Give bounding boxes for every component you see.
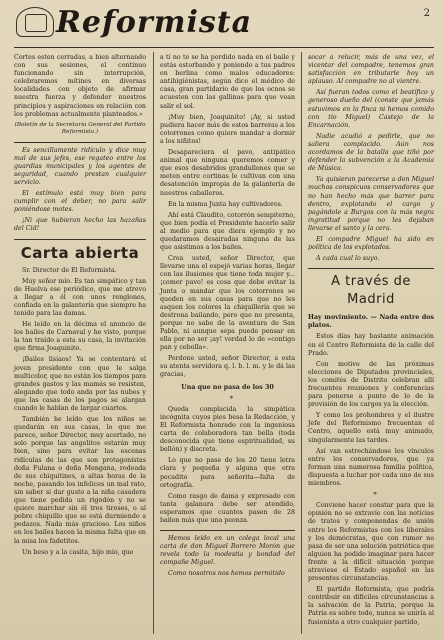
column-3: [308, 54, 434, 630]
paragraph: Conviene hacer constar para que la opinión no se extravíe con las noticias de tratos y componendas de unión entre los Reformistas con los liberales y los demócratas, que con rumor no pasa de ser una solución patriótica que alguien ha podido imaginar para hacer frente a la difícil situación porque atraviese el Estado español en las presentes circunstancias.: [308, 502, 434, 583]
paragraph: Un beso y a la casita, hijo mío, que: [22, 548, 134, 556]
paragraph: Ahí está Claudito, cotorrón sempiterno, que bien podía el Presidente hacerlo salir al medio para que diera ejemplo y no quedaramos desairadas ninguna de las que asistimos a los bailes.: [160, 211, 295, 252]
paragraph: He leído en la décima el anuncio de los bailes de Carnaval y he visto, porque la tan traído a esta su casa, la invitación que firma Joaquinito.: [14, 321, 146, 353]
paragraph: Hemos leído en un colega local una carta de don Miguel Borrero Morón que revela todo la modestia y bondad del compañe Miguel.: [160, 535, 295, 567]
column-2: [160, 54, 295, 582]
paragraph: ¡Muy bien, Joaquinito! ¡Ay, si usted pudiera hacer más de estos barreras a los cotorrones como quiere mandar a dormir a los niñitos!: [160, 113, 295, 145]
column-divider: [301, 52, 302, 634]
page-number: 2: [423, 8, 430, 19]
paragraph: Así van estrechándose los vínculos entre los conservadores, que ya forman una numerosa familia política, dispuesta a luchar por cada uno de sus miembros.: [308, 447, 434, 488]
paragraph: Como rasgo de dama y expresado con tanta galanura debe ser atendido, esperamos que cuantos pasen de 28 bailen más que una peonza.: [160, 492, 295, 524]
paragraph: Cortes esten cerradas, a bien alternando con sus sesiones, el contínuo funcionando sin interrupción, celebraremos mítines en diversas localidades con objeto de afirmar nuestra fuerza y defender nuestros principios y aspiraciones en relación con los problemas actualmente planteados.»: [14, 54, 146, 118]
divider: [160, 530, 295, 531]
paragraph: También he leído que los niños se quedarán en sus casas, lo que me parece, señor Director, muy acertado, no solo porque las angelitos estarán muy bien, sino para evitar las escenas ridículas de las que son protagonistas doña Fulana o doña Mengana, rodeada de sus chiquitines, a altas horas de la noche, pasando los infelices un mal rato, sin saber si dar gusto a la niña casadera que tiene pedida un rigodón y no se quiere marchar sin él tres tiroses, o al pobre chiquillo que se está durmiendo a pedazos. Nada más gracioso. Los niños en los bailes hacen la misma falta que en la misa los fadetitos.: [14, 416, 146, 545]
paragraph: ¡Bailes lisiaos! Ya se contentará el joven presidente con que le salga multicolor, que no están los tiempos para grandes gastos y las mamás se resisten, alegando que todo anda por las nubes y que las casas de los pagos se alargan cuando le hablan de largar cuartos.: [14, 356, 146, 412]
article-heading: Carta abierta: [20, 243, 140, 262]
newspaper-title: Reformista: [56, 5, 253, 40]
paragraph: ¡Ni que hubieran hecho las hazañas del Cid!: [14, 217, 146, 233]
source-note: (Boletín de la Secretaría General del Partido Reformista.): [14, 121, 146, 136]
paragraph: Perdone usted, señor Director, a esta su atenta servidora q. l. b. l. m. y le dá las gracias,: [160, 355, 295, 379]
divider: [308, 268, 434, 269]
signature: Una que no pasa de los 30: [181, 383, 274, 391]
masthead: [14, 4, 434, 48]
paragraph: a tí no te se ha perdido nada en el baile y estás estorbando y poniendo a tus padres en berlina como malos educadores: antihigiénistas, según dice el médico de casa, gran partidario de que los ocnos se acuesten con las gallinas para que vean salir el sol.: [160, 54, 295, 110]
paragraph: Crea usted, señor Director, que llevarse una el espejó varias horas, llegar con las ilusiones que tiene toda mujer y... ¡comer pavo! es cosa que debe evitar la Junta o mandar que los cotorrones se queden en sus casas para que no les asquen los colores la chiquillería que se destrona bailando, pero que no presenta, porque no sabe de la aventura de San Pablo, ni aunque sepa puede pensar en ella por no ser ¡ay! verdad lo de «contigo pan y cebolla».: [160, 255, 295, 352]
column-1: [14, 54, 146, 560]
paragraph: Lo que no pase de los 20 tiene letra clara y pequeña y alguna que otra pecadito para señorita—falta de ortografía.: [160, 457, 295, 489]
paragraph: Estos días hay bastante animación en el Centro Reformista de la calle del Prado.: [308, 333, 434, 357]
column-divider: [153, 52, 154, 634]
paragraph: A cada cual lo suyo.: [316, 255, 380, 263]
paragraph: Desapareciera el pavo, antipático animal que ninguna queremos comer y que esos desabridos grandullones que se meten entre cortinas le cultivan con una desatención impropia de la galantería de nuestros caballeros.: [160, 149, 295, 197]
subheading: Hay movimiento. — Nada entre dos platos.: [308, 314, 434, 330]
paragraph: El partido Reformista, que podría contribuir en difíciles circunstancias a la salvación de la Patria, porque la Patria es sobre todo, nunca se uniría al fusionista a otro cualquier partido,: [308, 586, 434, 626]
paragraph: Nadie acudió a pedirle, que no saliera complacido. Aún nos acordamos de la batalla que tiñó por defender la subvención a la Academia de Música.: [308, 132, 434, 173]
paragraph: Queda complacida la simpática incógnita cuyos pies besa la Redacción, y El Reformista honrado con la ingeniosa carta de colaboradora tan bella (toda desconocida que tiene espiritualidad, su bellón) y discreta.: [160, 405, 295, 454]
paragraph: Con motivo de las próximas elecciones de Diputados provinciales, los comités de Distrito celebran allí frecuentes reuniones y conferencias para ponerse a punto de lo de la provisión de los cargos ya la elección.: [308, 360, 434, 409]
paragraph: Así fueran todos como el beatífico y generoso dueño del (conste que jamás estuvimos en la finca ni hemos comido con tío Miguel) Castejo de la Encarnación.: [308, 89, 434, 129]
paragraph: Es sencillamente ridículo y dice muy mal de sus jefes, ese regateo entre los guardias municipales y los agentes de seguridad, cuando prestan cualquier servicio.: [14, 146, 146, 186]
section-separator: *: [229, 394, 234, 403]
paragraph: Muy señor mío. Es tan simpático y tan de Huelva ese periódico, que me atrevo a llegar a él con unos renglones, confiada en la galantería que siempre ha tenido para las damas.: [14, 277, 146, 317]
divider: [14, 142, 146, 143]
article-heading: A través de Madrid: [331, 274, 411, 308]
section-separator: *: [373, 491, 377, 500]
paragraph: El estímulo está muy bien para cumplir con el deber, no para salir poniéndose motes.: [14, 190, 146, 214]
divider: [14, 239, 146, 240]
paragraph: Y como los prohombres y el ilustre Jefe del Reformismo frecuentan el Centro, aquello está muy animado, singularmente las tardes.: [308, 412, 434, 444]
salutation: Sr. Director de El Reformista.: [22, 266, 117, 274]
paragraph: En la misma Junta hay cultivadores.: [168, 200, 283, 208]
paragraph: Como nosotros nos hemos permitido: [168, 570, 285, 578]
paragraph: El compadre Miguel ha sido en política de los explotados.: [308, 235, 434, 252]
masthead-ornament-icon: [16, 7, 54, 37]
paragraph: socar a relucir, más de una vez, el vicentar del compadre, tenemos gran satisfacción en tributarle hoy un aplauso. Al compadre no al vientre.: [308, 54, 434, 86]
paragraph: Ya quisieran parecerse a don Miguel muchos conspicuos conservadores que no han hecho más que barrer para dentro, explotando el cargo y pagándole a Burgos con la más negra ingratitud porque no les dejaban llevarse el santo y la cera.: [308, 176, 434, 232]
